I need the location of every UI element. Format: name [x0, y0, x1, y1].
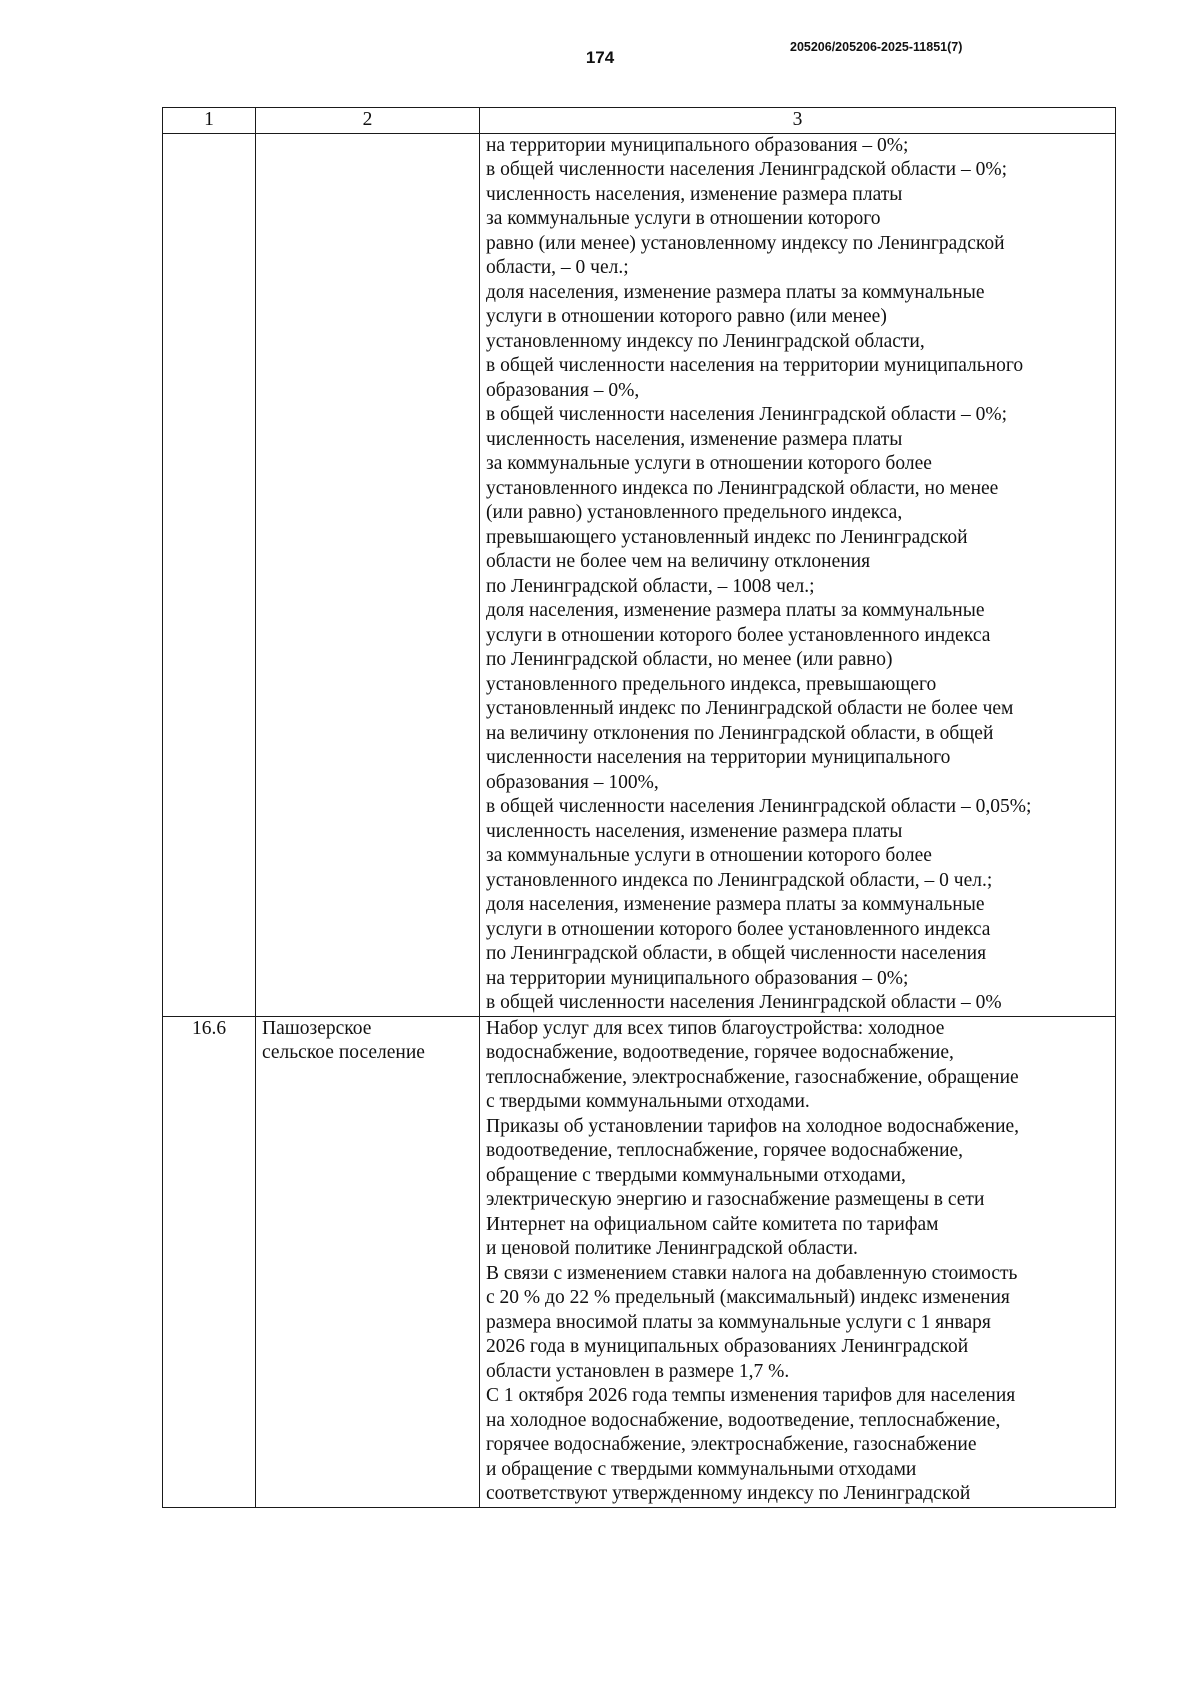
- text-line: в общей численности населения Ленинградской области – 0%;: [486, 404, 1008, 425]
- text-line: электрическую энергию и газоснабжение размещены в сети: [486, 1189, 985, 1210]
- row-number: [163, 133, 256, 1016]
- row-content: [480, 1016, 1116, 1507]
- column-header-2: 2: [256, 108, 480, 134]
- column-header-1: 1: [163, 108, 256, 134]
- table-row: [163, 133, 1116, 1016]
- table-row: [163, 1016, 1116, 1507]
- row-name-line: Пашозерское: [262, 1017, 372, 1039]
- text-line: в общей численности населения на территории муниципального: [486, 355, 1024, 376]
- text-line: водоотведение, теплоснабжение, горячее водоснабжение,: [486, 1140, 964, 1161]
- text-line: услуги в отношении которого более установленного индекса: [486, 624, 991, 646]
- text-line: обращение с твердыми коммунальными отходами,: [486, 1164, 906, 1186]
- text-line: доля населения, изменение размера платы за коммунальные: [486, 600, 985, 621]
- text-line: численности населения на территории муниципального: [486, 747, 951, 768]
- text-line: установленного предельного индекса, превышающего: [486, 673, 937, 695]
- text-line: в общей численности населения Ленинградской области – 0,05%;: [486, 796, 1032, 817]
- text-line: с 20 % до 22 % предельный (максимальный) индекс изменения: [486, 1287, 1010, 1308]
- text-line: на территории муниципального образования – 0%;: [486, 134, 909, 156]
- text-line: установленный индекс по Ленинградской области не более чем: [486, 698, 1014, 719]
- page-number: 174: [585, 48, 615, 67]
- row-name-line: сельское поселение: [262, 1042, 425, 1063]
- text-line: за коммунальные услуги в отношении которого: [486, 208, 881, 229]
- text-line: водоснабжение, водоотведение, горячее водоснабжение,: [486, 1042, 954, 1063]
- text-line: горячее водоснабжение, электроснабжение, газоснабжение: [486, 1434, 977, 1455]
- text-line: доля населения, изменение размера платы за коммунальные: [486, 281, 985, 303]
- text-line: за коммунальные услуги в отношении которого более: [486, 845, 932, 866]
- text-line: в общей численности населения Ленинградской области – 0%: [486, 992, 1002, 1013]
- text-line: численность населения, изменение размера платы: [486, 183, 903, 205]
- text-line: С 1 октября 2026 года темпы изменения тарифов для населения: [486, 1385, 1016, 1406]
- text-line: Приказы об установлении тарифов на холодное водоснабжение,: [486, 1115, 1020, 1137]
- text-line: размера вносимой платы за коммунальные услуги с 1 января: [486, 1311, 991, 1333]
- column-header-3: 3: [480, 108, 1116, 134]
- document-id: 205206/205206-2025-11851(7): [790, 40, 963, 54]
- text-line: на величину отклонения по Ленинградской области, в общей: [486, 722, 994, 744]
- text-line: образования – 100%,: [486, 771, 659, 793]
- text-line: на холодное водоснабжение, водоотведение, теплоснабжение,: [486, 1409, 1001, 1431]
- text-line: области не более чем на величину отклонения: [486, 551, 871, 572]
- text-line: 2026 года в муниципальных образованиях Ленинградской: [486, 1336, 969, 1357]
- text-line: Интернет на официальном сайте комитета по тарифам: [486, 1213, 939, 1235]
- text-line: установленного индекса по Ленинградской области, – 0 чел.;: [486, 869, 993, 891]
- text-line: с твердыми коммунальными отходами.: [486, 1091, 810, 1112]
- text-line: Набор услуг для всех типов благоустройства: холодное: [486, 1017, 945, 1039]
- text-line: установленного индекса по Ленинградской области, но менее: [486, 477, 999, 499]
- text-line: установленному индексу по Ленинградской области,: [486, 330, 925, 352]
- text-line: и ценовой политике Ленинградской области.: [486, 1238, 858, 1259]
- text-line: доля населения, изменение размера платы за коммунальные: [486, 894, 985, 915]
- text-line: по Ленинградской области, в общей численности населения: [486, 943, 987, 964]
- text-line: за коммунальные услуги в отношении которого более: [486, 453, 932, 474]
- text-line: В связи с изменением ставки налога на добавленную стоимость: [486, 1262, 1018, 1284]
- row-number: 16.6: [163, 1016, 256, 1507]
- text-line: численность населения, изменение размера платы: [486, 820, 903, 842]
- text-line: по Ленинградской области, но менее (или равно): [486, 649, 893, 670]
- text-line: образования – 0%,: [486, 379, 640, 401]
- text-line: и обращение с твердыми коммунальными отходами: [486, 1458, 917, 1480]
- text-line: области, – 0 чел.;: [486, 257, 629, 278]
- text-line: области установлен в размере 1,7 %.: [486, 1360, 790, 1382]
- text-line: соответствуют утвержденному индексу по Ленинградской: [486, 1483, 971, 1504]
- text-line: превышающего установленный индекс по Ленинградской: [486, 526, 968, 548]
- text-line: в общей численности населения Ленинградской области – 0%;: [486, 159, 1008, 180]
- text-line: (или равно) установленного предельного индекса,: [486, 502, 903, 523]
- text-line: равно (или менее) установленному индексу по Ленинградской: [486, 232, 1005, 254]
- table-header-row: [163, 108, 1116, 134]
- row-name: [256, 133, 480, 1016]
- row-content: [480, 133, 1116, 1016]
- text-line: услуги в отношении которого равно (или менее): [486, 306, 887, 327]
- data-table: [162, 107, 1116, 1508]
- text-line: по Ленинградской области, – 1008 чел.;: [486, 575, 815, 597]
- text-line: услуги в отношении которого более установленного индекса: [486, 918, 991, 940]
- text-line: численность населения, изменение размера платы: [486, 428, 903, 450]
- text-line: на территории муниципального образования – 0%;: [486, 967, 909, 989]
- text-line: теплоснабжение, электроснабжение, газоснабжение, обращение: [486, 1066, 1019, 1088]
- row-name: [256, 1016, 480, 1507]
